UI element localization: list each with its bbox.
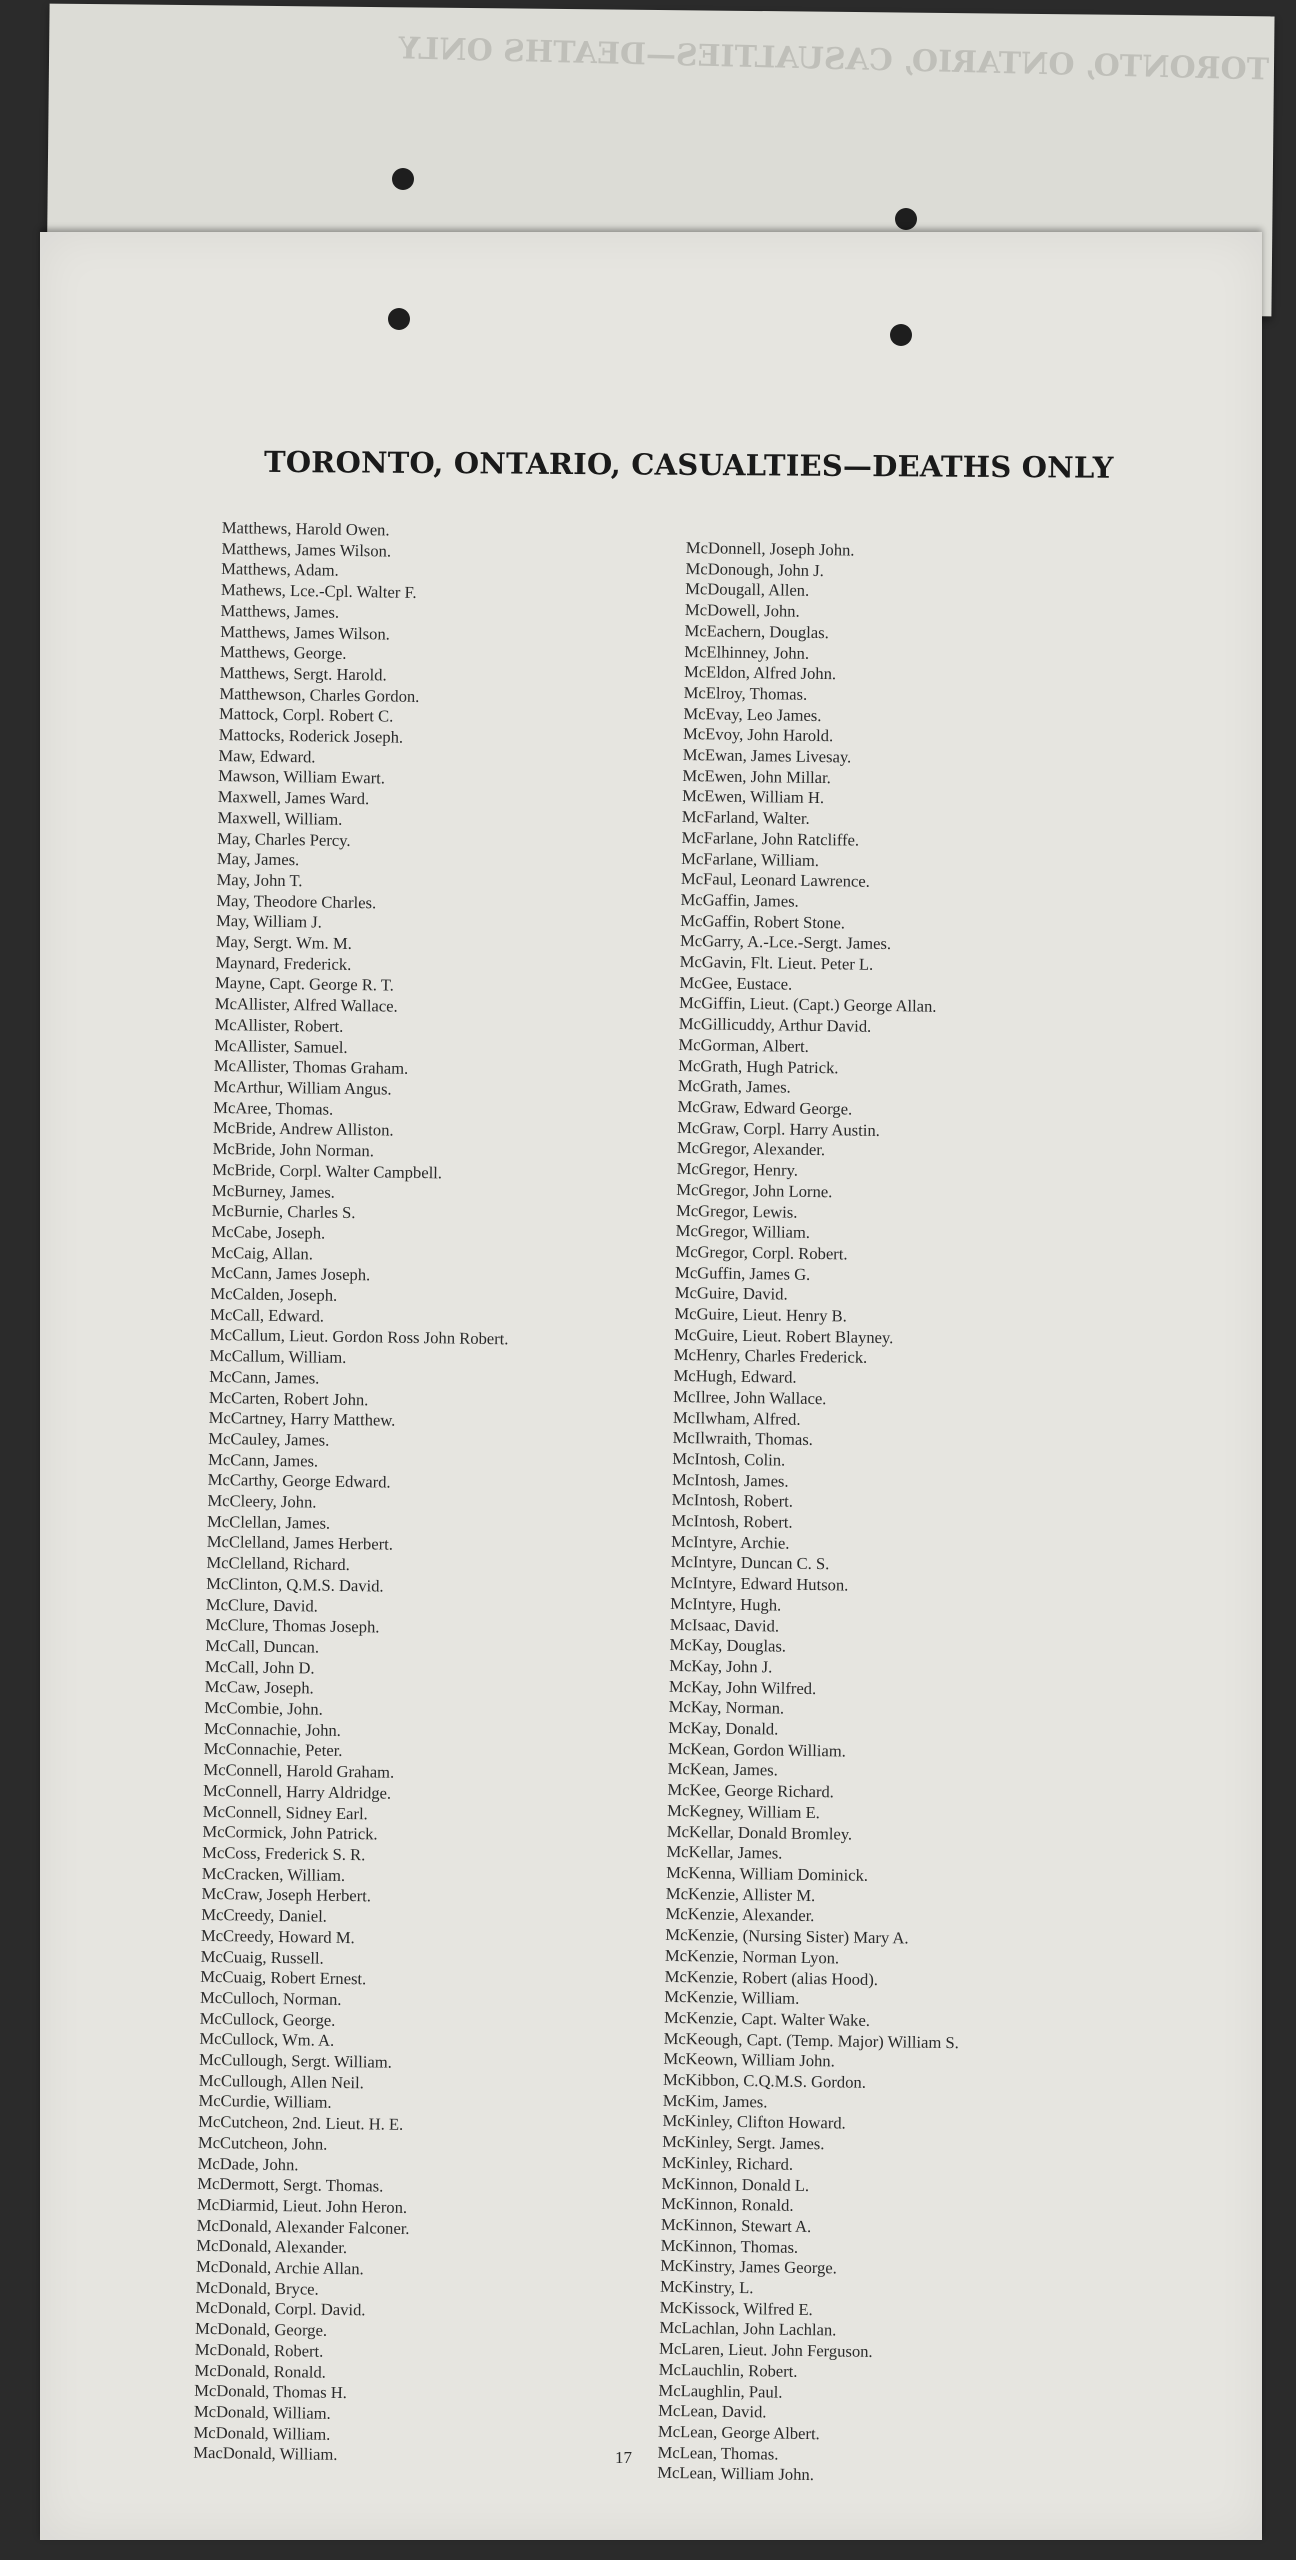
binding-hole-top-left [392, 168, 414, 190]
name-entry: McIntosh, Robert. [671, 1490, 794, 1512]
name-entry: Matthews, George. [219, 642, 347, 664]
name-entry: McGregor, Alexander. [676, 1138, 826, 1160]
mirrored-heading-bleed: TORONTO, ONTARIO, CASUALTIES—DEATHS ONLY [398, 31, 1270, 88]
name-entry: McDonald, Bryce. [195, 2277, 319, 2299]
name-entry: McGregor, Corpl. Robert. [675, 1241, 848, 1264]
name-entry: McCann, James. [209, 1366, 320, 1388]
name-entry: McKinstry, James George. [660, 2256, 838, 2278]
name-entry: McKenzie, Alexander. [665, 1904, 815, 1926]
name-entry: McGuire, Lieut. Henry B. [674, 1303, 847, 1326]
name-entry: McKellar, Donald Bromley. [666, 1821, 853, 1844]
name-entry: McDonald, Alexander Falconer. [196, 2215, 410, 2238]
name-entry: McLachlan, John Lachlan. [659, 2318, 837, 2340]
name-entry: McKinnon, Donald L. [661, 2173, 810, 2195]
name-entry: Matthews, Harold Owen. [221, 518, 390, 540]
name-entry: McGregor, Henry. [676, 1159, 799, 1180]
name-entry: McLaughlin, Paul. [658, 2380, 783, 2402]
name-entry: McGuire, Lieut. Robert Blayney. [674, 1324, 894, 1347]
name-entry: McDonald, Alexander. [196, 2236, 348, 2258]
name-entry: McGraw, Edward George. [677, 1096, 853, 1119]
name-entry: McGregor, William. [675, 1221, 811, 1243]
name-entry: McConnell, Harry Aldridge. [202, 1780, 392, 1803]
name-entry: McEwan, James Livesay. [682, 745, 852, 767]
name-entry: McDonald, George. [194, 2318, 328, 2340]
name-entry: McClure, David. [205, 1594, 319, 1616]
name-entry: McBride, Andrew Alliston. [212, 1118, 394, 1141]
name-entry: Mawson, William Ewart. [218, 766, 386, 788]
name-entry: May, Theodore Charles. [216, 890, 377, 912]
name-entry: McAllister, Samuel. [214, 1035, 348, 1057]
name-entry: Mattock, Corpl. Robert C. [218, 704, 394, 726]
name-entry: McKinnon, Thomas. [660, 2235, 799, 2257]
name-entry: McGorman, Albert. [678, 1034, 810, 1056]
name-entry: McIntyre, Archie. [670, 1531, 790, 1553]
name-entry: McKegney, William E. [666, 1800, 821, 1823]
name-entry: McGaffin, Robert Stone. [680, 910, 846, 933]
name-entry: McKinnon, Stewart A. [660, 2214, 812, 2236]
name-entry: McCann, James Joseph. [210, 1263, 371, 1285]
name-entry: McGuire, David. [674, 1283, 788, 1304]
name-entry: McDonnell, Joseph John. [685, 538, 855, 560]
name-entry: McLean, George Albert. [657, 2421, 820, 2444]
name-entry: McDermott, Sergt. Thomas. [197, 2174, 384, 2196]
name-entry: McAllister, Robert. [214, 1014, 344, 1036]
name-entry: McDonald, Thomas H. [194, 2381, 348, 2403]
name-entry: McBride, John Norman. [212, 1139, 375, 1161]
name-entry: McLean, William John. [657, 2463, 815, 2485]
name-entry: McKeown, William John. [663, 2049, 835, 2071]
name-entry: McCann, James. [207, 1449, 319, 1471]
name-entry: McIntosh, James. [671, 1469, 789, 1491]
name-entry: McFaul, Leonard Lawrence. [680, 869, 870, 892]
name-entry: May, Charles Percy. [217, 828, 351, 850]
name-entry: McIntosh, Colin. [672, 1448, 786, 1470]
name-entry: McCaig, Allan. [210, 1242, 314, 1264]
name-entry: McCurdie, William. [198, 2091, 332, 2113]
binding-hole-right [890, 324, 912, 346]
name-entry: Maxwell, James Ward. [217, 787, 370, 809]
name-entry: McArthur, William Angus. [213, 1076, 392, 1099]
name-entry: McCreedy, Daniel. [201, 1904, 328, 1926]
name-entry: McBurney, James. [211, 1180, 336, 1202]
name-entry: McEldon, Alfred John. [683, 662, 837, 684]
name-entry: McGregor, John Lorne. [676, 1179, 833, 1202]
name-entry: Maxwell, William. [217, 807, 343, 829]
name-entry: McClelland, Richard. [206, 1553, 350, 1575]
name-entry: McFarland, Walter. [681, 807, 810, 829]
name-entry: McGavin, Flt. Lieut. Peter L. [679, 952, 874, 974]
name-entry: McCuaig, Russell. [200, 1946, 324, 1968]
name-entry: McCarten, Robert John. [208, 1387, 369, 1409]
name-entry: McCall, Edward. [210, 1304, 325, 1326]
name-entry: McAllister, Alfred Wallace. [214, 994, 398, 1016]
name-entry: McKenzie, (Nursing Sister) Mary A. [665, 1924, 909, 1948]
name-entry: McCallum, William. [209, 1346, 347, 1368]
name-entry: McIntyre, Duncan C. S. [670, 1552, 830, 1574]
name-entry: McKee, George Richard. [667, 1780, 835, 1802]
name-entry: McKim, James. [662, 2090, 768, 2112]
name-entry: McKinley, Richard. [661, 2152, 794, 2174]
name-entry: McLauchlin, Robert. [658, 2359, 798, 2381]
name-entry: McLean, Thomas. [657, 2442, 779, 2464]
name-entry: McCalden, Joseph. [210, 1283, 338, 1305]
name-entry: McIntyre, Hugh. [670, 1593, 782, 1615]
name-entry: McKay, John J. [669, 1655, 773, 1677]
name-entry: McAllister, Thomas Graham. [213, 1056, 409, 1079]
name-entry: McKinley, Clifton Howard. [662, 2111, 846, 2133]
name-entry: McConnachie, Peter. [203, 1739, 343, 1761]
name-entry: McDonald, William. [193, 2422, 331, 2444]
name-entry: McIlwraith, Thomas. [672, 1428, 814, 1450]
name-entry: McCullock, George. [199, 2008, 336, 2030]
left-name-column [193, 518, 642, 2470]
name-entry: McEvoy, John Harold. [682, 724, 834, 746]
name-entry: McIntyre, Edward Hutson. [670, 1573, 849, 1595]
name-entry: McFarlane, John Ratcliffe. [681, 827, 860, 850]
name-entry: Mattocks, Roderick Joseph. [218, 725, 404, 747]
name-entry: McCabe, Joseph. [211, 1221, 326, 1243]
name-entry: McIlree, John Wallace. [673, 1386, 827, 1409]
name-entry: McCoss, Frederick S. R. [202, 1842, 366, 1865]
name-entry: McClelland, James Herbert. [206, 1532, 394, 1555]
name-entry: Matthews, Adam. [221, 559, 339, 581]
name-entry: Matthews, Sergt. Harold. [219, 662, 387, 685]
name-entry: May, Sergt. Wm. M. [215, 932, 352, 954]
name-entry: McKibbon, C.Q.M.S. Gordon. [662, 2069, 867, 2092]
name-entry: McConnachie, John. [203, 1718, 342, 1740]
binding-hole-top-right [895, 208, 917, 230]
name-entry: McCombie, John. [204, 1697, 323, 1719]
name-entry: McCartney, Harry Matthew. [208, 1408, 396, 1430]
name-entry: McIsaac, David. [669, 1614, 780, 1636]
name-entry: McCarthy, George Edward. [207, 1470, 391, 1492]
name-entry: McCaw, Joseph. [204, 1677, 314, 1698]
name-entry: McGarry, A.-Lce.-Sergt. James. [679, 931, 892, 954]
name-entry: McCulloch, Norman. [199, 1987, 342, 2009]
name-entry: McCullough, Sergt. William. [198, 2049, 393, 2072]
name-entry: McKay, Norman. [668, 1697, 785, 1718]
name-entry: McCall, John D. [204, 1656, 315, 1678]
name-entry: McGrath, Hugh Patrick. [678, 1055, 839, 1077]
name-entry: May, James. [216, 849, 300, 870]
name-entry: McKenzie, Robert (alias Hood). [664, 1966, 879, 1989]
name-entry: McCauley, James. [208, 1428, 330, 1450]
name-entry: McCallum, Lieut. Gordon Ross John Robert. [209, 1325, 509, 1349]
name-entry: McGillicuddy, Arthur David. [678, 1014, 872, 1036]
name-entry: McKinstry, L. [659, 2276, 754, 2298]
name-entry: McKean, Gordon William. [667, 1738, 847, 1761]
name-entry: McGraw, Corpl. Harry Austin. [677, 1117, 881, 1140]
name-entry: McClinton, Q.M.S. David. [206, 1573, 384, 1596]
name-entry: McFarlane, William. [681, 848, 820, 870]
name-entry: McConnell, Sidney Earl. [202, 1801, 368, 1823]
name-entry: McDonald, Ronald. [194, 2360, 327, 2382]
name-entry: McGuffin, James G. [674, 1262, 811, 1284]
name-entry: MacDonald, William. [193, 2443, 338, 2465]
name-entry: McLean, David. [658, 2401, 767, 2422]
name-entry: Maynard, Frederick. [215, 952, 352, 974]
name-entry: McCutcheon, John. [197, 2132, 328, 2154]
name-entry: McBride, Corpl. Walter Campbell. [212, 1159, 443, 1183]
name-entry: McKay, Douglas. [669, 1635, 787, 1656]
name-entry: McConnell, Harold Graham. [203, 1760, 395, 1782]
name-entry: McKenzie, William. [664, 1987, 800, 2009]
name-entry: McKenzie, Norman Lyon. [664, 1945, 840, 1968]
name-entry: McKay, John Wilfred. [668, 1676, 817, 1698]
name-entry: McCracken, William. [201, 1863, 346, 1885]
name-entry: McDonald, Robert. [194, 2339, 324, 2361]
name-entry: McGrath, James. [677, 1076, 791, 1097]
binding-hole-left [388, 308, 410, 330]
name-entry: McDiarmid, Lieut. John Heron. [196, 2194, 408, 2217]
name-entry: McKenzie, Allister M. [665, 1883, 816, 1905]
name-entry: McCuaig, Robert Ernest. [200, 1967, 367, 1989]
name-entry: McLaren, Lieut. John Ferguson. [658, 2338, 873, 2362]
name-entry: May, William J. [215, 911, 322, 932]
name-entry: McCall, Duncan. [205, 1635, 320, 1657]
name-entry: McEvay, Leo James. [683, 703, 822, 725]
name-entry: Maw, Edward. [218, 745, 316, 767]
page-number: 17 [615, 2448, 632, 2467]
name-entry: McIntosh, Robert. [671, 1510, 793, 1532]
name-entry: McKellar, James. [666, 1842, 783, 1863]
name-entry: McCormick, John Patrick. [202, 1822, 378, 1844]
name-entry: McGiffin, Lieut. (Capt.) George Allan. [678, 993, 937, 1017]
name-entry: McDowell, John. [684, 600, 800, 621]
name-entry: McElhinney, John. [684, 641, 810, 663]
name-entry: Mayne, Capt. George R. T. [214, 973, 395, 996]
name-entry: McDade, John. [197, 2153, 299, 2174]
right-name-column [657, 538, 1106, 2490]
name-entry: Matthews, James. [220, 600, 340, 622]
name-entry: McEwen, John Millar. [682, 765, 832, 787]
name-entry: McCullough, Allen Neil. [198, 2070, 364, 2093]
name-entry: McIlwham, Alfred. [672, 1407, 801, 1429]
name-entry: McKay, Donald. [668, 1717, 779, 1739]
name-entry: McHugh, Edward. [673, 1366, 797, 1387]
name-entry: Matthews, James Wilson. [220, 621, 391, 644]
name-entry: McElroy, Thomas. [683, 682, 808, 704]
name-entry: Matthews, James Wilson. [221, 538, 392, 561]
name-entry: McKinley, Sergt. James. [662, 2131, 825, 2154]
name-entry: McKissock, Wilfred E. [659, 2297, 813, 2319]
name-entry: McKinnon, Ronald. [661, 2194, 794, 2216]
name-entry: Mathews, Lce.-Cpl. Walter F. [220, 580, 417, 603]
name-entry: McBurnie, Charles S. [211, 1201, 356, 1223]
name-entry: McGregor, Lewis. [675, 1200, 798, 1222]
name-entry: McKenzie, Capt. Walter Wake. [663, 2007, 871, 2030]
name-entry: May, John T. [216, 869, 303, 891]
name-entry: McDonough, John J. [685, 558, 824, 580]
name-entry: McKean, James. [667, 1759, 779, 1780]
page-title: TORONTO, ONTARIO, CASUALTIES—DEATHS ONLY [263, 444, 1114, 485]
name-entry: McGee, Eustace. [679, 972, 793, 994]
name-entry: McDonald, William. [193, 2401, 331, 2423]
name-entry: McHenry, Charles Frederick. [673, 1345, 868, 1368]
name-entry: McDougall, Allen. [685, 579, 810, 601]
name-entry: McCreedy, Howard M. [200, 1925, 355, 1947]
name-entry: McAree, Thomas. [213, 1097, 334, 1119]
name-entry: McCullock, Wm. A. [199, 2029, 335, 2051]
name-entry: McGaffin, James. [680, 889, 799, 911]
name-entry: McDonald, Archie Allan. [195, 2256, 364, 2279]
name-entry: McCraw, Joseph Herbert. [201, 1884, 372, 1906]
name-entry: McClellan, James. [206, 1511, 331, 1533]
name-entry: McDonald, Corpl. David. [195, 2298, 366, 2320]
name-entry: McEachern, Douglas. [684, 620, 829, 642]
name-entry: McCleery, John. [207, 1490, 317, 1512]
name-entry: McCutcheon, 2nd. Lieut. H. E. [198, 2111, 404, 2135]
name-entry: Matthewson, Charles Gordon. [219, 683, 420, 706]
name-entry: McEwen, William H. [682, 786, 825, 808]
name-entry: McClure, Thomas Joseph. [205, 1615, 380, 1637]
name-entry: McKenna, William Dominick. [666, 1862, 869, 1885]
name-entry: McKeough, Capt. (Temp. Major) William S. [663, 2028, 959, 2052]
